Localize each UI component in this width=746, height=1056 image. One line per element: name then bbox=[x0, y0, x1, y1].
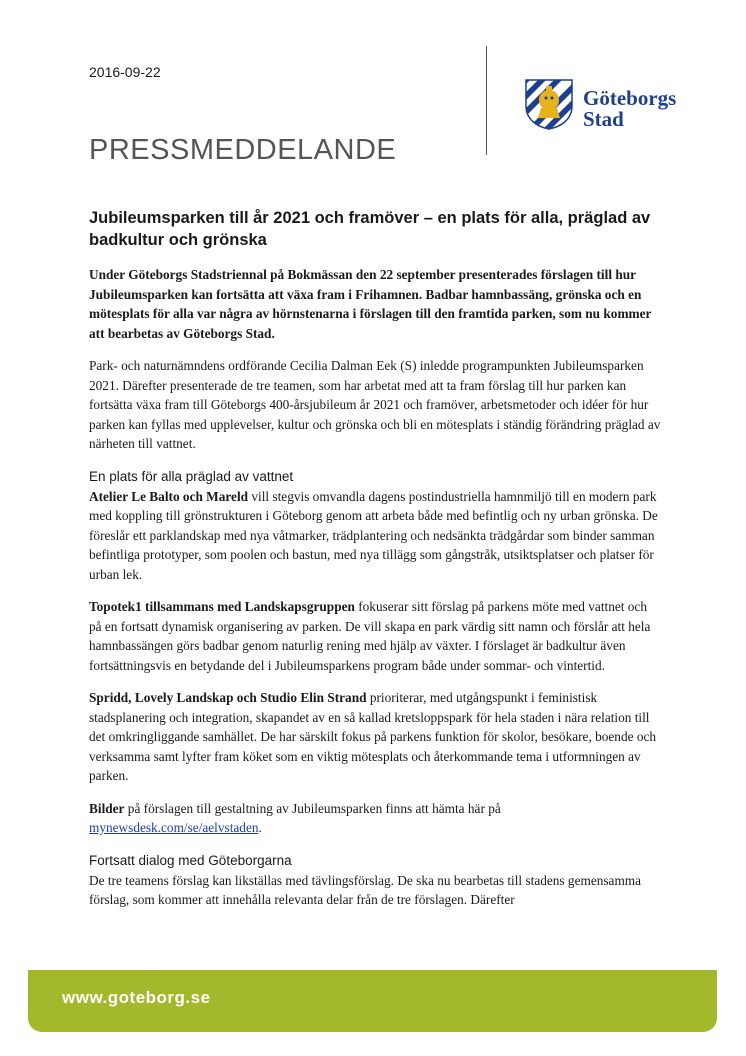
team1-name: Atelier Le Balto och Mareld bbox=[89, 488, 249, 504]
goteborg-crest-icon bbox=[524, 78, 574, 130]
section-heading-2: Fortsatt dialog med Göteborgarna bbox=[89, 852, 292, 868]
article-intro: Park- och naturnämndens ordförande Cecilia Dalman Eek (S) inledde programpunkten Jubileumsparken 2021. Därefter presenterade de tre teamen, som har arbetat med att ta fram förslag till hur parken kan fortsätta växa fram till Göteborgs 400-årsjubileum år 2021 och framöver, arbetsmetoder och idéer för hur parken kan fyllas med upplevelser, kultur och grönska och bli en mötesplats i ständig förändring präglad av närheten till vattnet. bbox=[89, 358, 661, 451]
images-label: Bilder bbox=[89, 800, 125, 816]
footer-bar bbox=[28, 970, 717, 1032]
team2-paragraph bbox=[89, 597, 661, 675]
footer-website-link[interactable]: www.goteborg.se bbox=[62, 988, 211, 1007]
article-title: Jubileumsparken till år 2021 och framöver – en plats för alla, präglad av badkultur och grönska bbox=[89, 209, 651, 249]
team3-name: Spridd, Lovely Landskap och Studio Elin Strand bbox=[89, 690, 367, 705]
article-body bbox=[89, 207, 661, 923]
section2-paragraph: De tre teamens förslag kan likställas med tävlingsförslag. De ska nu bearbetas till stadens gemensamma förslag, som kommer att innehålla relevanta delar från de tre förslagen. Därefter bbox=[89, 872, 642, 907]
images-end: . bbox=[258, 820, 262, 835]
document-date: 2016-09-22 bbox=[89, 64, 161, 80]
article-lead: Under Göteborgs Stadstriennal på Bokmässan den 22 september presenterades förslagen till hur Jubileumsparken kan fortsätta att växa fram i Frihamnen. Badbar hamnbassäng, grönska och en mötesplats för alla var några av hörnstenarna i förslagen till den framtida parken, som nu kommer att bearbetas av Göteborgs Stad. bbox=[89, 267, 652, 341]
section-heading-1: En plats för alla präglad av vattnet bbox=[89, 468, 294, 484]
team3-paragraph bbox=[89, 688, 661, 786]
team1-paragraph bbox=[89, 487, 661, 585]
document-type: PRESSMEDDELANDE bbox=[89, 134, 397, 166]
team1-text: vill stegvis omvandla dagens postindustriella hamnmiljö till en modern park med koppling till grönstrukturen i Göteborg genom att arbeta både med befintlig och ny urban grönska. De föreslår ett parklandskap med nya våtmarker, trädplantering och nedsänkta trädgårdar som binder samman befintliga prototyper, som poolen och bastun, med nya tillägg som gångstråk, utsiktsplatser och platser för urban lek. bbox=[89, 488, 658, 582]
team3-text: prioriterar, med utgångspunkt i feministisk stadsplanering och integration, skapandet av en så kallad kretsloppspark för hela staden i nära relation till det omkringliggande samhället. De har särskilt fokus på parkens funktion för skolor, besökare, boende och verksamma samt lyfter fram köket som en viktig mötesplats och återkommande tema i utformningen av parken. bbox=[89, 690, 657, 783]
images-text: på förslagen till gestaltning av Jubileumsparken finns att hämta här på bbox=[124, 800, 501, 816]
logo-line2: Stad bbox=[583, 107, 624, 131]
logo-line1: Göteborgs bbox=[583, 86, 677, 110]
team2-text: fokuserar sitt förslag på parkens möte med vattnet och på en fortsatt dynamisk organisering av parken. De vill skapa en park värdig sitt namn och förslår att hela hamnbassängen görs badbar genom naturlig rening med hjälp av växter. I förslaget är badkultur även fortsättningsvis en betydande del i Jubileumsparkens program både under sommar- och vintertid. bbox=[89, 599, 651, 673]
header-divider bbox=[486, 46, 487, 155]
team2-name: Topotek1 tillsammans med Landskapsgruppen bbox=[89, 599, 355, 614]
logo-wordmark bbox=[583, 88, 676, 130]
images-paragraph bbox=[89, 799, 661, 838]
mynewsdesk-link[interactable]: mynewsdesk.com/se/aelvstaden bbox=[89, 820, 259, 835]
